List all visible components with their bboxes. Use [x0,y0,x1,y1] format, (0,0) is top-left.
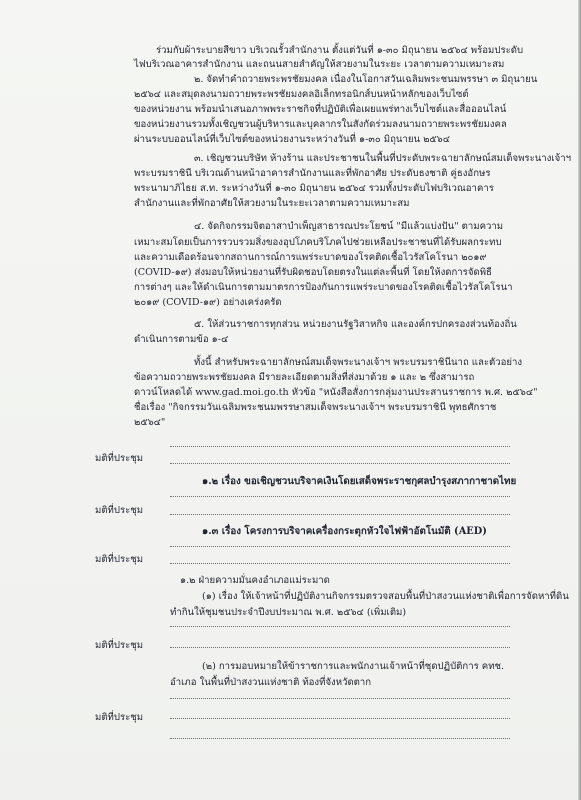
agenda-item-1-3: ๑.๓ เรื่อง โครงการบริจาคเครื่องกระตุกหัวใจไฟฟ้าอัตโนมัติ (AED) [202,526,487,537]
blank-line [170,738,510,739]
paragraph-2-line-4: ของหน่วยงานรวมทั้งเชิญชวนผู้บริหารและบุคลากรในสังกัดร่วมลงนามถวายพระพรชัยมงคล [134,119,507,130]
blank-line [170,546,510,547]
paragraph-4-line-4: (COVID-๑๙) ส่งมอบให้หน่วยงานที่รับผิดชอบโดยตรงในแต่ละพื้นที่ โดยให้งดการจัดพิธี [134,267,492,278]
resolution-label: มติที่ประชุม [95,453,144,464]
paragraph-2-line-5: ผ่านระบบออนไลน์ที่เว็บไซต์ของหน่วยงานระหว่างวันที่ ๑-๓๐ มิถุนายน ๒๕๖๔ [134,134,451,145]
blank-line [170,718,510,719]
paragraph-3-line-3: พระนามาภิไธย ส.ท. ระหว่างวันที่ ๑-๓๐ มิถุนายน ๒๕๖๔ รวมทั้งประดับไฟบริเวณอาคาร [134,183,494,194]
paragraph-6-line-1: ทั้งนี้ สำหรับพระฉายาลักษณ์สมเด็จพระนางเจ้าฯ พระบรมราชินีนาถ และตัวอย่าง [194,357,523,368]
section-heading: ๑.๒ ฝ่ายความมั่นคงอำเภอแม่ระมาด [180,575,330,586]
paragraph-1-line-1: ร่วมกับผ้าระบายสีขาว บริเวณรั้วสำนักงาน ตั้งแต่วันที่ ๑-๓๐ มิถุนายน ๒๕๖๔ พร้อมประดับ [156,45,524,56]
paragraph-4-line-2: เหมาะสมโดยเป็นการรวบรวมสิ่งของอุปโภคบริโภคไปช่วยเหลือประชาชนที่ได้รับผลกระทบ [134,237,502,248]
blank-line [170,626,510,627]
paragraph-6-line-3: ดาวน์โหลดได้ www.gad.moi.go.th หัวข้อ "หนังสือสั่งการกลุ่มงานประสานราชการ พ.ศ. ๒๕๖๔" [134,387,538,398]
paragraph-4-line-6: ๒๐๑๙ (COVID-๑๙) อย่างเคร่งครัด [134,297,282,308]
paragraph-4-line-3: และความเดือดร้อนจากสถานการณ์การแพร่ระบาดของโรคติดเชื้อไวรัสโคโรนา ๒๐๑๙ [134,252,487,263]
paragraph-6-line-2: ข้อความถวายพระพรชัยมงคล มีรายละเอียดตามสิ่งที่ส่งมาด้วย ๑ และ ๒ ซึ่งสามารถ [134,372,475,383]
paragraph-5-line-1: ๕. ให้ส่วนราชการทุกส่วน หน่วยงานรัฐวิสาหกิจ และองค์กรปกครองส่วนท้องถิ่น [194,319,517,330]
sub-item-2-line-2: อำเภอ ในพื้นที่ป่าสงวนแห่งชาติ ท้องที่จังหวัดตาก [170,677,372,688]
blank-line [170,496,510,497]
resolution-label: มติที่ประชุม [95,712,144,723]
paragraph-3-line-4: สำนักงานและที่พักอาศัยให้สวยงามในระยะเวลาตามความเหมาะสม [134,198,410,209]
sub-item-2-line-1: (๒) การมอบหมายให้ข้าราชการและพนักงานเจ้าหน้าที่ชุดปฏิบัติการ คทช. [202,661,505,672]
resolution-label: มติที่ประชุม [95,640,144,651]
resolution-label: มติที่ประชุม [95,554,144,565]
blank-line [170,446,510,447]
paragraph-6-line-4: ชื่อเรื่อง "กิจกรรมวันเฉลิมพระชนมพรรษาสมเด็จพระนางเจ้าฯ พระบรมราชินี พุทธศักราช [134,402,497,413]
paragraph-4-line-1: ๔. จัดกิจกรรมจิตอาสาบำเพ็ญสาธารณประโยชน์ "มีแล้วแบ่งปัน" ตามความ [194,221,504,232]
blank-line [170,647,510,648]
sub-item-1-line-1: (๑) เรื่อง ให้เจ้าหน้าที่ปฏิบัติงานกิจกรรมตรวจสอบพื้นที่ป่าสงวนแห่งชาติเพื่อการจัดหาที่ดิน [202,591,569,602]
paragraph-6-line-5: ๒๕๖๔" [134,417,166,428]
paragraph-2-line-2: ๒๕๖๔ และสมุดลงนามถวายพระพรชัยมงคลอิเล็กทรอนิกส์บนหน้าหลักของเว็บไซต์ [134,89,469,100]
agenda-item-1-2: ๑.๒ เรื่อง ขอเชิญชวนบริจาคเงินโดยเสด็จพระราชกุศลบำรุงสภากาชาดไทย [202,476,517,487]
blank-line [170,698,510,699]
paragraph-3-line-1: ๓. เชิญชวนบริษัท ห้างร้าน และประชาชนในพื้นที่ประดับพระฉายาลักษณ์สมเด็จพระนางเจ้าฯ [194,153,572,164]
blank-line [170,563,510,564]
sub-item-1-line-2: ทำกินให้ชุมชนประจำปีงบประมาณ พ.ศ. ๒๕๖๔ (เพิ่มเติม) [170,607,407,618]
resolution-label: มติที่ประชุม [95,505,144,516]
blank-line [170,514,510,515]
paragraph-5-line-2: ดำเนินการตามข้อ ๑-๔ [134,334,229,345]
blank-line [170,463,510,464]
paragraph-2-line-1: ๒. จัดทำคำถวายพระพรชัยมงคล เนื่องในโอกาสวันเฉลิมพระชนมพรรษา ๓ มิถุนายน [194,74,538,85]
paragraph-4-line-5: การต่างๆ และให้ดำเนินการตามมาตรการป้องกันการแพร่ระบาดของโรคติดเชื้อไวรัสโคโรนา [134,282,513,293]
paragraph-1-line-2: ไฟบริเวณอาคารสำนักงาน และถนนสายสำคัญให้สวยงามในระยะ เวลาตามความเหมาะสม [134,59,505,70]
paragraph-3-line-2: พระบรมราชินี บริเวณด้านหน้าอาคารสำนักงานและที่พักอาศัย ประดับธงชาติ คู่ธงอักษร [134,168,491,179]
paragraph-2-line-3: ของหน่วยงาน พร้อมนำเสนอภาพพระราชกิจที่ปฏิบัติเพื่อเผยแพร่ทางเว็บไซต์และสื่อออนไลน์ [134,104,507,115]
